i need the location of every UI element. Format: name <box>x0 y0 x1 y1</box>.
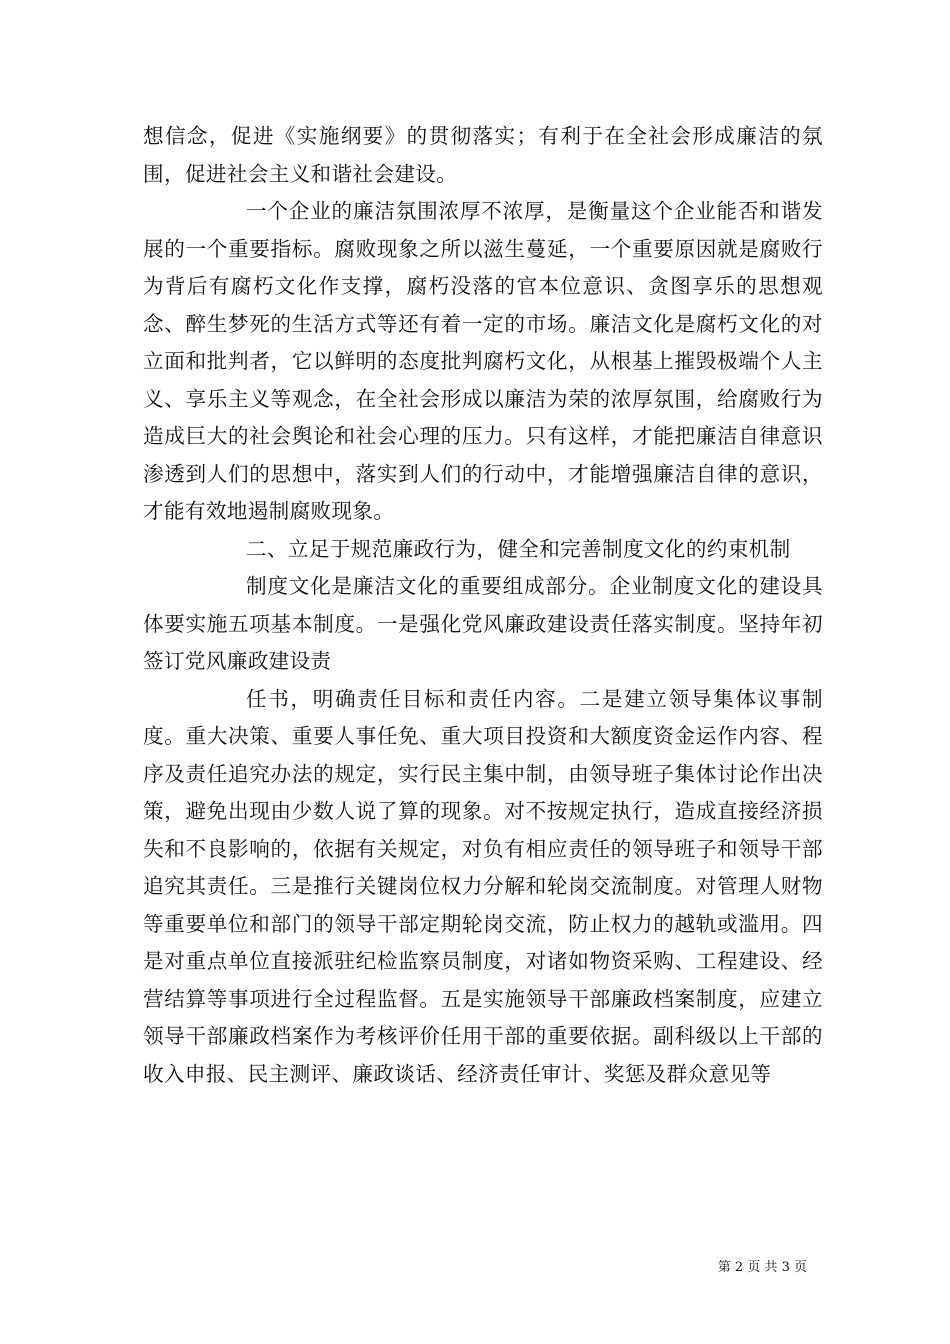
paragraph-institutional-culture: 制度文化是廉洁文化的重要组成部分。企业制度文化的建设具体要实施五项基本制度。一是强化党风廉政建设责任落实制度。坚持年初签订党风廉政建设责 <box>143 574 823 673</box>
paragraph-five-systems: 任书，明确责任目标和责任内容。二是建立领导集体议事制度。重大决策、重要人事任免、重大项目投资和大额度资金运作内容、程序及责任追究办法的规定，实行民主集中制，由领导班子集体讨论作出决策，避免出现由少数人说了算的现象。对不按规定执行，造成直接经济损失和不良影响的，依据有关规定，对负有相应责任的领导班子和领导干部追究其责任。三是推行关键岗位权力分解和轮岗交流制度。对管理人财物等重要单位和部门的领导干部定期轮岗交流，防止权力的越轨或滥用。四是对重点单位直接派驻纪检监察员制度，对诸如物资采购、工程建设、经营结算等事项进行全过程监督。五是实施领导干部廉政档案制度，应建立领导干部廉政档案作为考核评价任用干部的重要依据。副科级以上干部的收入申报、民主测评、廉政谈话、经济责任审计、奖惩及群众意见等 <box>143 686 823 1086</box>
section-heading-two: 二、立足于规范廉政行为，健全和完善制度文化的约束机制 <box>246 536 791 561</box>
paragraph-continuation: 想信念，促进《实施纲要》的贯彻落实；有利于在全社会形成廉洁的氛围，促进社会主义和谐社会建设。 <box>143 124 823 186</box>
page-number-footer: 第 2 页 共 3 页 <box>717 1260 807 1275</box>
paragraph-integrity-atmosphere: 一个企业的廉洁氛围浓厚不浓厚，是衡量这个企业能否和谐发展的一个重要指标。腐败现象之所以滋生蔓延，一个重要原因就是腐败行为背后有腐朽文化作支撑，腐朽没落的官本位意识、贪图享乐的思想观念、醉生梦死的生活方式等还有着一定的市场。廉洁文化是腐朽文化的对立面和批判者，它以鲜明的态度批判腐朽文化，从根基上摧毁极端个人主义、享乐主义等观念，在全社会形成以廉洁为荣的浓厚氛围，给腐败行为造成巨大的社会舆论和社会心理的压力。只有这样，才能把廉洁自律意识渗透到人们的思想中，落实到人们的行动中，才能增强廉洁自律的意识，才能有效地遏制腐败现象。 <box>143 199 823 523</box>
document-body <box>143 118 823 1093</box>
